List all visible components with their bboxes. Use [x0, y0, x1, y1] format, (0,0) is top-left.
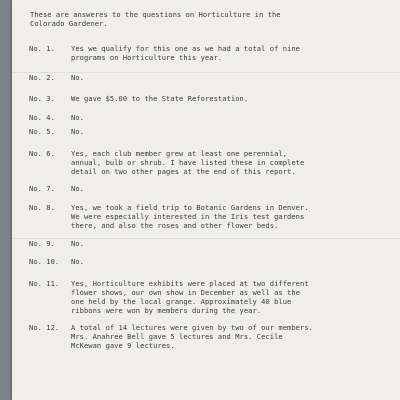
item-number: No. 12.: [29, 323, 60, 332]
item-number: No. 10.: [29, 257, 60, 266]
item-answer: No.: [71, 239, 84, 248]
item-answer: Yes, Horticulture exhibits were placed at two different flower shows, our own show in December as well as the one held by the local grange. Approximately 40 blue ribbons were won by members during the year.: [71, 279, 309, 315]
item-answer: We gave $5.00 to the State Reforestation.: [71, 94, 249, 103]
item-number: No. 11.: [29, 279, 60, 288]
item-number: No. 2.: [29, 73, 55, 82]
item-answer: Yes, we took a field trip to Botanic Gardens in Denver. We were especially interested in the Iris test gardens there, and also the roses and other flower beds.: [71, 203, 309, 230]
intro-paragraph: These are answeres to the questions on Horticulture in the Colorado Gardener.: [30, 10, 281, 28]
item-number: No. 9.: [29, 239, 55, 248]
item-answer: No.: [71, 127, 84, 136]
item-number: No. 1.: [29, 44, 55, 53]
item-number: No. 8.: [29, 203, 55, 212]
item-answer: Yes, each club member grew at least one perennial, annual, bulb or shrub. I have listed these in complete detail on two other pages at the end of this report.: [71, 149, 305, 176]
item-answer: No.: [71, 257, 84, 266]
item-answer: Yes we qualify for this one as we had a total of nine programs on Horticulture this year.: [71, 44, 301, 62]
document-page: [12, 0, 400, 400]
item-answer: No.: [71, 113, 84, 122]
item-number: No. 7.: [29, 184, 55, 193]
item-answer: A total of 14 lectures were given by two of our members. Mrs. Anahree Bell gave 5 lectures and Mrs. Cecile McKewan gave 9 lectures.: [71, 323, 313, 350]
item-number: No. 6.: [29, 149, 55, 158]
item-number: No. 3.: [29, 94, 55, 103]
item-answer: No.: [71, 73, 84, 82]
item-number: No. 4.: [29, 113, 55, 122]
item-answer: No.: [71, 184, 84, 193]
item-number: No. 5.: [29, 127, 55, 136]
